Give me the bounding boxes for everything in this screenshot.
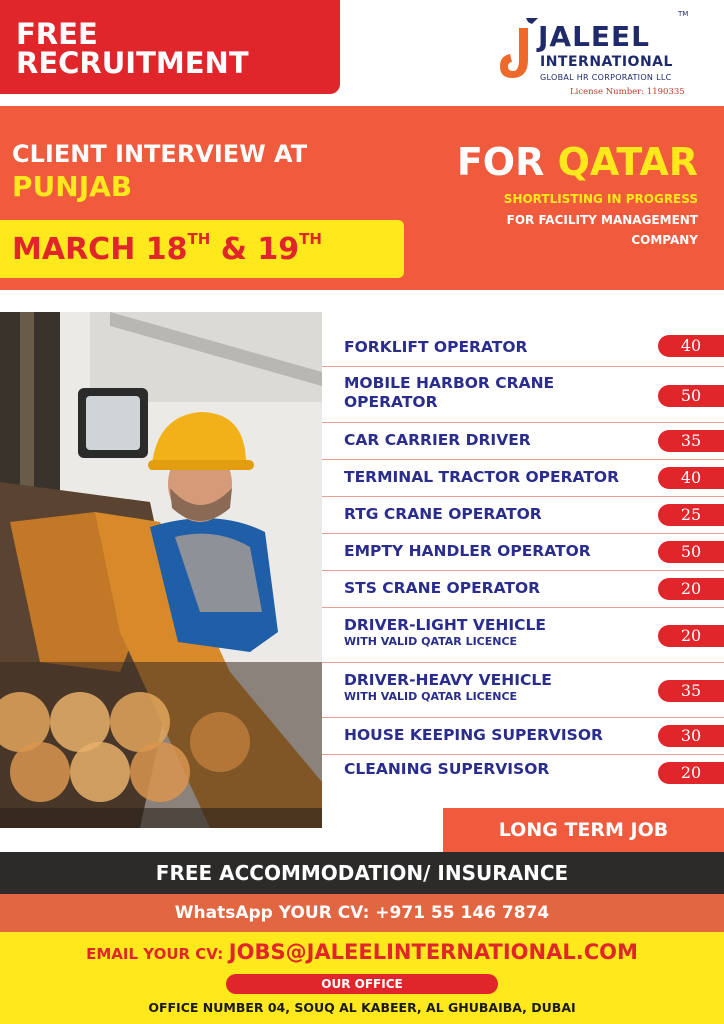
job-count: 50 [658,541,724,563]
email-contact [0,940,724,964]
benefits-bar: FREE ACCOMMODATION/ INSURANCE [0,852,724,894]
job-title: HOUSE KEEPING SUPERVISOR [344,726,603,744]
office-label: OUR OFFICE [226,974,498,994]
job-title: EMPTY HANDLER OPERATOR [344,542,591,560]
job-row [322,571,724,608]
job-requirement: WITH VALID QATAR LICENCE [344,635,518,648]
job-requirement: WITH VALID QATAR LICENCE [344,690,518,703]
job-title: MOBILE HARBOR CRANE OPERATOR [344,374,555,411]
whatsapp-contact: WhatsApp YOUR CV: +971 55 146 7874 [0,894,724,932]
job-row [322,367,724,423]
destination-country: QATAR [557,140,698,184]
job-row [322,497,724,534]
badge-line-2: RECRUITMENT [16,46,249,80]
destination-heading [457,140,698,184]
interview-date [12,232,322,267]
worker-illustration [0,312,322,828]
date-suffix-1: TH [187,230,211,248]
job-count: 20 [658,578,724,600]
job-row [322,608,724,663]
job-title: CLEANING SUPERVISOR [344,760,550,778]
job-title: CAR CARRIER DRIVER [344,431,531,449]
date-part-2: & 19 [210,232,300,267]
job-title: STS CRANE OPERATOR [344,579,541,597]
worker-photo [0,312,322,828]
job-title-text: DRIVER-HEAVY VEHICLE [344,671,552,689]
job-count: 35 [658,680,724,702]
date-part-1: MARCH 18 [12,232,188,267]
badge-line-1: FREE [16,17,98,51]
job-count: 20 [658,625,724,647]
job-title [344,616,546,649]
job-count: 35 [658,430,724,452]
logo-trademark: TM [678,10,689,18]
company-type: FOR FACILITY MANAGEMENT COMPANY [506,213,698,247]
job-list [322,330,724,792]
job-count: 25 [658,504,724,526]
job-title [344,671,552,704]
destination-for: FOR [456,140,545,184]
job-count: 40 [658,335,724,357]
job-title: FORKLIFT OPERATOR [344,338,528,356]
job-row [322,534,724,571]
job-title: TERMINAL TRACTOR OPERATOR [344,468,620,486]
job-row [322,330,724,367]
job-count: 30 [658,725,724,747]
shortlisting-status: SHORTLISTING IN PROGRESS [503,192,698,206]
license-number: License Number: 1190335 [570,87,685,97]
job-title-text: DRIVER-LIGHT VEHICLE [344,616,546,634]
job-count: 40 [658,467,724,489]
company-logo [498,8,708,104]
job-row [322,423,724,460]
free-recruitment-badge [0,0,340,94]
job-row [322,460,724,497]
job-row [322,663,724,718]
job-title: RTG CRANE OPERATOR [344,505,542,523]
office-address: OFFICE NUMBER 04, SOUQ AL KABEER, AL GHUBAIBA, DUBAI [148,1000,576,1015]
logo-name: JALEEL [538,20,651,53]
job-row [322,718,724,755]
long-term-job-label: LONG TERM JOB [443,808,724,852]
job-row [322,755,724,792]
email-address[interactable]: JOBS@JALEELINTERNATIONAL.COM [228,940,638,964]
email-label: EMAIL YOUR CV: [86,945,224,963]
interview-heading: CLIENT INTERVIEW AT [12,140,308,168]
logo-subname: INTERNATIONAL [540,54,673,70]
interview-date-box [0,220,404,278]
job-count: 50 [658,385,724,407]
job-count: 20 [658,762,724,784]
logo-tagline: GLOBAL HR CORPORATION LLC [540,73,672,82]
date-suffix-2: TH [299,230,322,248]
interview-city: PUNJAB [12,170,133,203]
